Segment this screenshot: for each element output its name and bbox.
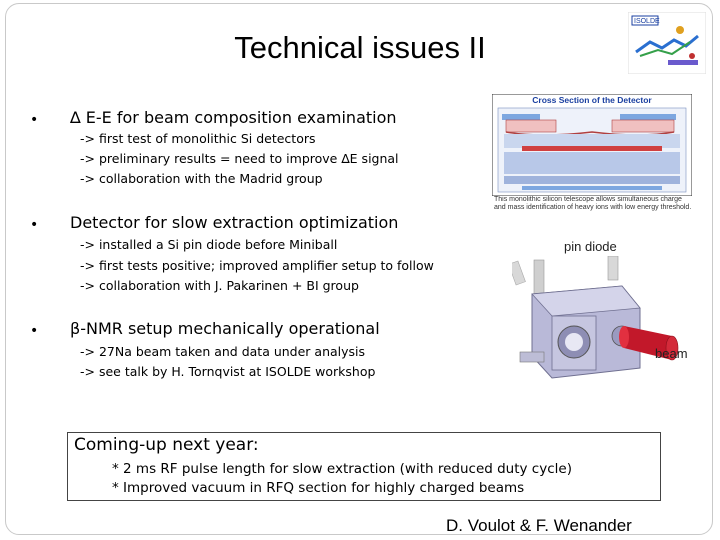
beam-label: beam: [655, 346, 688, 361]
bullet-marker: •: [30, 323, 39, 339]
coming-up-item: * 2 ms RF pulse length for slow extraction (with reduced duty cycle): [112, 461, 572, 477]
bullet-line: -> 27Na beam taken and data under analysis: [80, 344, 366, 359]
coming-up-title: Coming-up next year:: [74, 435, 259, 455]
bullet-heading: Detector for slow extraction optimization: [70, 213, 399, 232]
isolde-logo: [628, 12, 706, 74]
authors-footer: D. Voulot & F. Wenander: [446, 516, 632, 535]
pin-diode-label: pin diode: [564, 239, 617, 254]
bullet-line: -> installed a Si pin diode before Miniball: [80, 237, 338, 252]
bullet-heading: β-NMR setup mechanically operational: [70, 319, 380, 338]
bullet-line: -> first test of monolithic Si detectors: [80, 131, 316, 146]
svg-text:ISOLDE: ISOLDE: [634, 18, 660, 25]
coming-up-item: * Improved vacuum in RFQ section for highly charged beams: [112, 480, 525, 496]
bullet-line: -> see talk by H. Tornqvist at ISOLDE workshop: [80, 364, 376, 379]
bullet-marker: •: [30, 112, 39, 128]
figure-caption: This monolithic silicon telescope allows simultaneous charge and mass identification of heavy ions with low energy threshold.: [494, 196, 692, 211]
bullet-line: -> first tests positive; improved amplifier setup to follow: [80, 258, 434, 273]
bullet-marker: •: [30, 217, 39, 233]
slide-title: Technical issues II: [234, 30, 486, 65]
beta-nmr-apparatus-figure: [512, 256, 692, 382]
detector-cross-section-figure: [492, 94, 692, 196]
bullet-line: -> collaboration with the Madrid group: [80, 171, 323, 186]
bullet-heading: ∆ E-E for beam composition examination: [70, 108, 397, 127]
figure-title: Cross Section of the Detector: [532, 95, 652, 105]
coming-up-box: [67, 432, 661, 501]
bullet-line: -> collaboration with J. Pakarinen + BI group: [80, 278, 359, 293]
bullet-line: -> preliminary results = need to improve ∆E signal: [80, 151, 399, 166]
